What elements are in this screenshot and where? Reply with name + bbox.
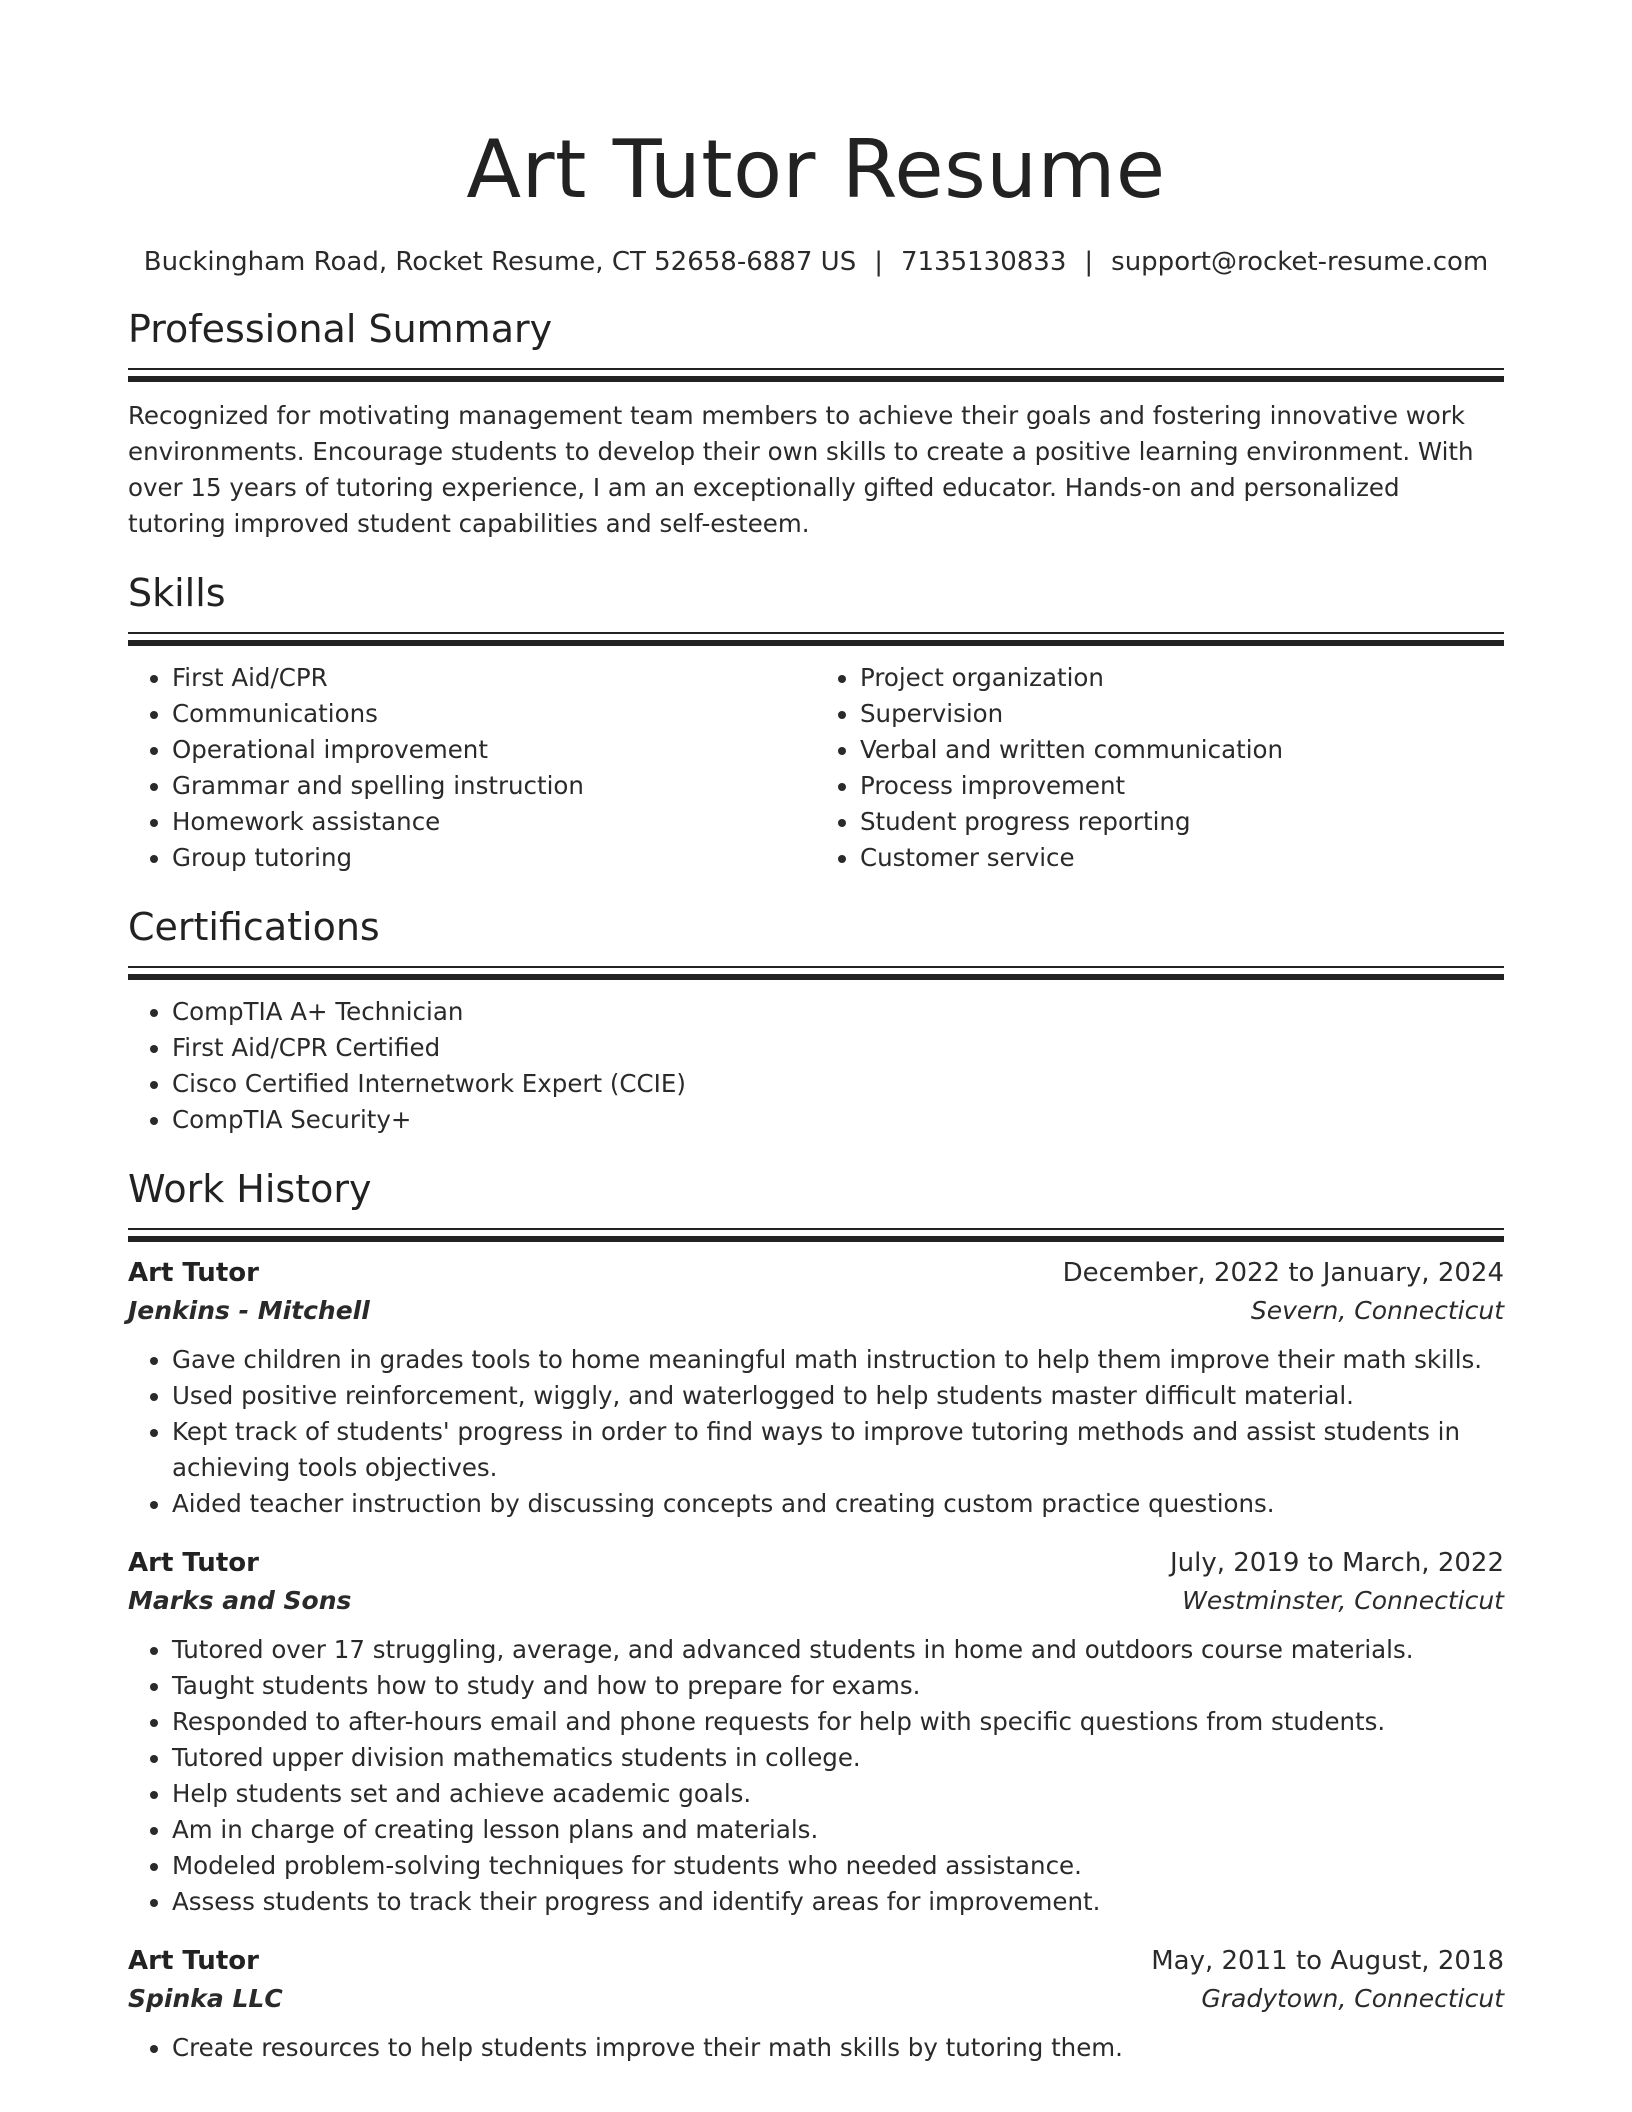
- work-history-section: [128, 1164, 1504, 2066]
- contact-email: support@rocket-resume.com: [1111, 247, 1489, 277]
- job-company: Jenkins - Mitchell: [128, 1296, 370, 1325]
- skill-item: • First Aid/CPR: [172, 660, 816, 696]
- section-divider: [128, 1228, 1504, 1242]
- skill-item: • Grammar and spelling instruction: [172, 768, 816, 804]
- job-bullet: • Taught students how to study and how to prepare for exams.: [172, 1668, 1504, 1704]
- job-dates: July, 2019 to March, 2022: [1169, 1548, 1504, 1578]
- contact-line: [128, 244, 1504, 280]
- section-heading-summary: Professional Summary: [128, 307, 553, 351]
- job-company: Marks and Sons: [128, 1586, 352, 1615]
- certifications-section: [128, 902, 1504, 1138]
- section-heading-certifications: Certifications: [128, 905, 380, 949]
- skill-item: • Communications: [172, 696, 816, 732]
- section-divider: [128, 368, 1504, 382]
- summary-section: [128, 304, 1504, 542]
- certification-item: • Cisco Certified Internetwork Expert (CCIE): [172, 1066, 1504, 1102]
- job-bullet: • Create resources to help students improve their math skills by tutoring them.: [172, 2030, 1504, 2066]
- job-bullet: • Kept track of students' progress in order to find ways to improve tutoring methods and assist students in achieving tools objectives.: [172, 1414, 1504, 1486]
- section-heading-work-history: Work History: [128, 1167, 372, 1211]
- resume-title: Art Tutor Resume: [466, 123, 1166, 216]
- job-dates: May, 2011 to August, 2018: [1151, 1946, 1504, 1976]
- skill-item: • Student progress reporting: [860, 804, 1504, 840]
- skill-item: • Supervision: [860, 696, 1504, 732]
- job-bullet: • Assess students to track their progress and identify areas for improvement.: [172, 1884, 1504, 1920]
- skills-list-left: [128, 660, 816, 876]
- contact-address: Buckingham Road, Rocket Resume, CT 52658-6887 US: [143, 247, 857, 277]
- job-subheader: [128, 1292, 1504, 1330]
- job-entry: [128, 1254, 1504, 1522]
- job-dates: December, 2022 to January, 2024: [1062, 1258, 1504, 1288]
- job-bullet: • Am in charge of creating lesson plans and materials.: [172, 1812, 1504, 1848]
- skill-item: • Homework assistance: [172, 804, 816, 840]
- job-header: [128, 1942, 1504, 1980]
- skill-item: • Operational improvement: [172, 732, 816, 768]
- job-bullet: • Tutored over 17 struggling, average, and advanced students in home and outdoors course materials.: [172, 1632, 1504, 1668]
- contact-separator: |: [1084, 247, 1094, 277]
- section-divider: [128, 966, 1504, 980]
- certification-item: • CompTIA A+ Technician: [172, 994, 1504, 1030]
- job-location: Gradytown, Connecticut: [1201, 1984, 1504, 2013]
- skill-item: • Customer service: [860, 840, 1504, 876]
- job-header: [128, 1254, 1504, 1292]
- skill-item: • Process improvement: [860, 768, 1504, 804]
- section-divider: [128, 632, 1504, 646]
- job-bullet: • Help students set and achieve academic goals.: [172, 1776, 1504, 1812]
- skills-list-right: [816, 660, 1504, 876]
- summary-text: Recognized for motivating management team members to achieve their goals and fostering innovative work environments. Encourage students to develop their own skills to create a positive learning environment. With over 15 years of tutoring experience, I am an exceptionally gifted educator. Hands-on and personalized tutoring improved student capabilities and self-esteem.: [128, 401, 1474, 538]
- job-location: Westminster, Connecticut: [1182, 1586, 1504, 1615]
- job-location: Severn, Connecticut: [1250, 1296, 1504, 1325]
- job-bullet: • Tutored upper division mathematics students in college.: [172, 1740, 1504, 1776]
- certification-item: • First Aid/CPR Certified: [172, 1030, 1504, 1066]
- contact-phone: 7135130833: [900, 247, 1067, 277]
- skill-item: • Verbal and written communication: [860, 732, 1504, 768]
- contact-separator: |: [874, 247, 883, 277]
- certifications-list: [128, 994, 1504, 1138]
- job-title: Art Tutor: [128, 1946, 259, 1976]
- section-heading-skills: Skills: [128, 571, 226, 615]
- job-title: Art Tutor: [128, 1258, 259, 1288]
- skill-item: • Group tutoring: [172, 840, 816, 876]
- job-bullet: • Responded to after-hours email and phone requests for help with specific questions from students.: [172, 1704, 1504, 1740]
- job-subheader: [128, 1582, 1504, 1620]
- skills-section: [128, 568, 1504, 876]
- job-bullet: • Aided teacher instruction by discussing concepts and creating custom practice questions.: [172, 1486, 1504, 1522]
- certification-item: • CompTIA Security+: [172, 1102, 1504, 1138]
- job-subheader: [128, 1980, 1504, 2018]
- job-entry: [128, 1544, 1504, 1920]
- skills-grid: [128, 646, 1504, 876]
- job-entry: [128, 1942, 1504, 2066]
- job-company: Spinka LLC: [128, 1984, 283, 2013]
- job-bullets: [128, 1342, 1504, 1522]
- job-bullet: • Modeled problem-solving techniques for students who needed assistance.: [172, 1848, 1504, 1884]
- job-bullet: • Gave children in grades tools to home meaningful math instruction to help them improve their math skills.: [172, 1342, 1504, 1378]
- job-bullets: [128, 2030, 1504, 2066]
- job-header: [128, 1544, 1504, 1582]
- skill-item: • Project organization: [860, 660, 1504, 696]
- job-bullet: • Used positive reinforcement, wiggly, and waterlogged to help students master difficult material.: [172, 1378, 1504, 1414]
- job-title: Art Tutor: [128, 1548, 259, 1578]
- job-bullets: [128, 1632, 1504, 1920]
